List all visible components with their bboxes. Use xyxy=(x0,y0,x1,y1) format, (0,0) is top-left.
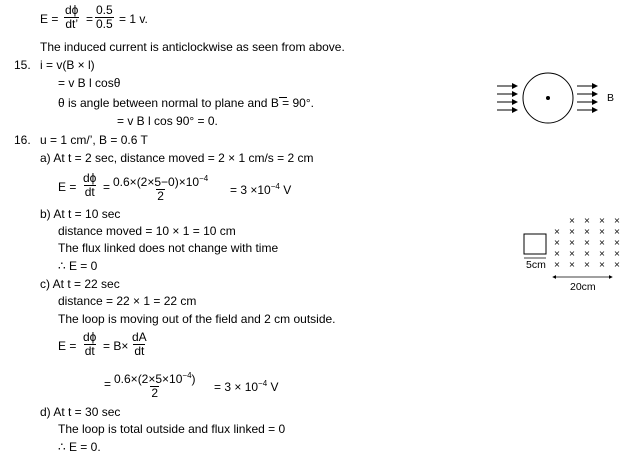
field-label: B xyxy=(607,92,615,104)
field-cross: × xyxy=(553,227,561,236)
part-d-line-2: ∴ E = 0. xyxy=(58,440,101,454)
part-c-line-1: distance = 22 × 1 = 22 cm xyxy=(58,294,197,308)
fraction-numerator: dϕ xyxy=(65,3,79,17)
dphi-dt-fraction xyxy=(64,4,79,31)
dphi-dt-fraction xyxy=(82,331,97,358)
fraction-denominator: dt xyxy=(84,344,95,358)
field-cross: × xyxy=(583,260,591,269)
part-b-line-1: distance moved = 10 × 1 = 10 cm xyxy=(58,224,236,238)
field-cross: × xyxy=(553,260,561,269)
fraction-numerator: dϕ xyxy=(83,330,97,344)
emf-lhs: E = xyxy=(58,180,77,194)
square-loop xyxy=(524,234,546,254)
field-cross: × xyxy=(598,238,606,247)
part-d-line-1: The loop is total outside and flux linked = 0 xyxy=(58,422,286,436)
part-c-label: c) At t = 22 sec xyxy=(40,277,120,291)
field-cross: × xyxy=(583,238,591,247)
q15-line-1: i = v(B × l) xyxy=(40,58,95,72)
q15-line-4: = v B l cos 90° = 0. xyxy=(117,114,218,128)
fraction-denominator: 0.5 xyxy=(96,17,113,31)
field-cross: × xyxy=(598,227,606,236)
center-dot xyxy=(546,96,550,100)
fraction-numerator: $0.6\times(2\times 5\times 10^{-4})$ xyxy=(114,371,196,386)
field-width-label: 20cm xyxy=(570,281,596,293)
field-cross: × xyxy=(613,227,621,236)
fraction-numerator: $0.6\times(2\times 5-0)\times 10^{-4}$ xyxy=(113,174,209,189)
field-cross: × xyxy=(553,238,561,247)
field-cross: × xyxy=(613,238,621,247)
equals-sign: = xyxy=(86,12,94,26)
field-cross: × xyxy=(568,227,576,236)
emf-result: = $3 \times 10^{-4}$ V xyxy=(214,379,279,394)
fraction-numerator: dϕ xyxy=(83,171,97,185)
emf-lhs: E = xyxy=(58,339,77,353)
da-dt-fraction xyxy=(131,331,148,358)
field-cross: × xyxy=(613,260,621,269)
part-b-label: b) At t = 10 sec xyxy=(40,207,121,221)
emf-result: = $3 \times 10^{-4}$ V xyxy=(230,182,292,197)
fraction-denominator: dt xyxy=(84,185,95,199)
fraction-numerator: dA xyxy=(132,330,147,344)
circular-loop xyxy=(523,73,573,123)
field-cross: × xyxy=(583,216,591,225)
field-cross: × xyxy=(568,249,576,258)
equals-sign: = xyxy=(104,377,112,391)
field-cross: × xyxy=(568,238,576,247)
q16-given: u = 1 cm/’, B = 0.6 T xyxy=(40,133,148,147)
part-b-line-2: The flux linked does not change with time xyxy=(58,241,279,255)
fraction-denominator: 2 xyxy=(157,189,164,203)
part-d-label: d) At t = 30 sec xyxy=(40,405,121,419)
field-cross: × xyxy=(553,249,561,258)
field-crosses xyxy=(554,216,621,269)
field-cross: × xyxy=(598,249,606,258)
fraction-denominator: dt’ xyxy=(65,17,79,31)
part-c-line-2: The loop is moving out of the field and 2 cm outside. xyxy=(58,312,336,326)
loop-size-label: 5cm xyxy=(526,259,546,271)
q15-line-3: θ is angle between normal to plane and B = 90°. xyxy=(58,96,314,110)
fraction-denominator: 2 xyxy=(151,386,159,400)
current-direction-note: The induced current is anticlockwise as seen from above. xyxy=(40,40,345,54)
b-times: = B× xyxy=(103,339,129,353)
dphi-dt-fraction xyxy=(82,172,97,199)
part-a-label: a) At t = 2 sec, distance moved = 2 × 1 cm/s = 2 cm xyxy=(40,151,314,165)
field-cross: × xyxy=(613,249,621,258)
question-number: 15. xyxy=(14,58,31,72)
fraction-denominator: dt xyxy=(134,344,145,358)
field-cross: × xyxy=(613,216,621,225)
expression-fraction xyxy=(113,369,197,400)
question-number: 16. xyxy=(14,133,31,147)
field-cross: × xyxy=(598,260,606,269)
fraction-numerator: 0.5 xyxy=(96,3,113,17)
emf-result: = 1 v. xyxy=(119,12,148,26)
value-fraction xyxy=(95,4,114,31)
expression-fraction xyxy=(112,172,209,203)
field-cross: × xyxy=(598,216,606,225)
emf-lhs: E = xyxy=(40,12,59,26)
field-cross: × xyxy=(568,260,576,269)
part-b-line-3: ∴ E = 0 xyxy=(58,259,98,273)
vector-arrow-over-b xyxy=(279,97,287,98)
q15-line-2: = v B l cosθ xyxy=(58,76,121,90)
field-cross: × xyxy=(583,249,591,258)
field-cross: × xyxy=(583,227,591,236)
field-cross: × xyxy=(568,216,576,225)
equals-sign: = xyxy=(103,180,111,194)
